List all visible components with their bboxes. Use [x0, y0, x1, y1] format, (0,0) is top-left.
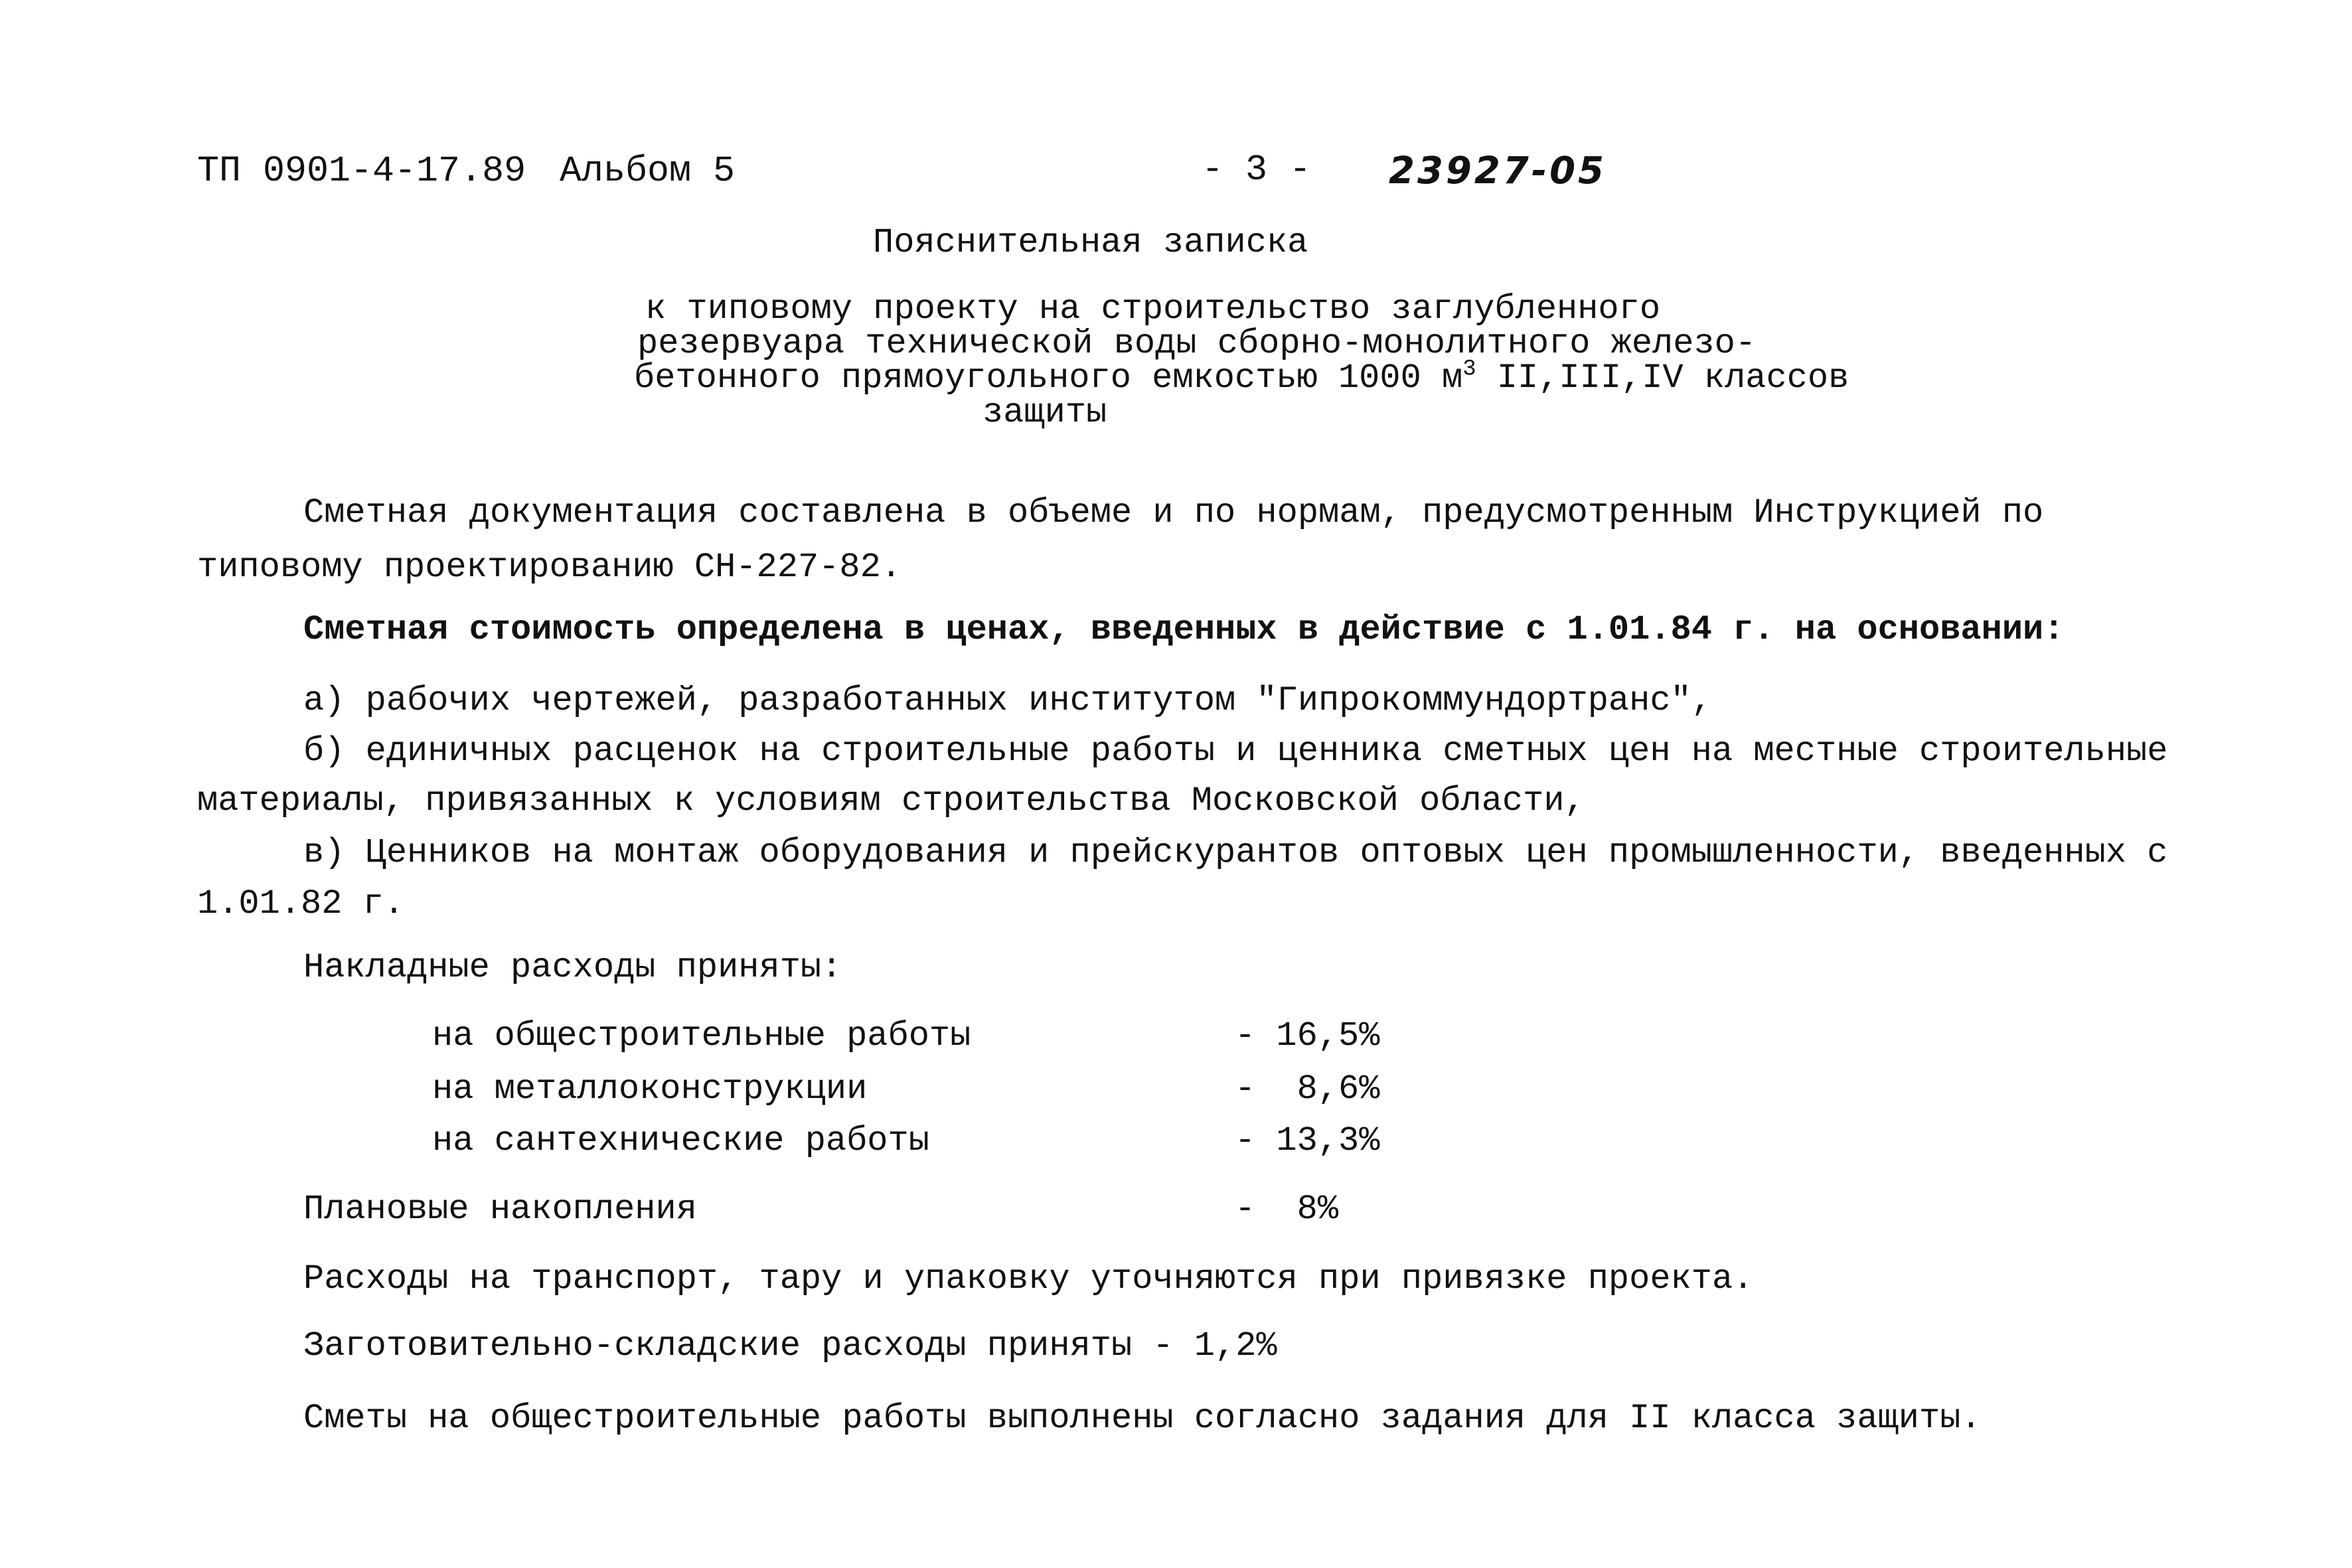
list-item-c: в) Ценников на монтаж оборудования и прейскурантов оптовых цен промышленности, введенных с: [303, 833, 2168, 872]
overhead-value: - 8,6%: [1235, 1069, 1380, 1109]
overhead-label: на общестроительные работы: [432, 1016, 971, 1056]
overhead-value: - 13,3%: [1235, 1121, 1380, 1160]
list-item-c-cont: 1.01.82 г.: [197, 884, 405, 923]
paragraph-line: Сметы на общестроительные работы выполнены согласно задания для II класса защиты.: [303, 1399, 1982, 1438]
document-title: Пояснительная записка: [873, 223, 1308, 262]
paragraph-line: Сметная документация составлена в объеме и по нормам, предусмотренным Инструкцией по: [303, 493, 2044, 532]
inventory-number: 23927-05: [1389, 149, 1607, 193]
overhead-label: на сантехнические работы: [432, 1121, 929, 1160]
superscript: 3: [1462, 356, 1476, 382]
doc-code: ТП 0901-4-17.89: [197, 150, 526, 192]
page-number: - 3 -: [1202, 149, 1312, 191]
list-item-a: а) рабочих чертежей, разработанных институтом "Гипрокоммундортранс",: [303, 681, 1712, 720]
subtitle-text: бетонного прямоугольного емкостью 1000 м: [634, 358, 1463, 398]
overheads-heading: Накладные расходы приняты:: [303, 948, 842, 987]
subtitle-line: защиты: [982, 393, 1107, 432]
paragraph-line: типовому проектированию СН-227-82.: [197, 548, 902, 587]
paragraph-line: Расходы на транспорт, тару и упаковку уточняются при привязке проекта.: [303, 1259, 1754, 1298]
subtitle-text: II,III,IV классов: [1476, 358, 1849, 398]
paragraph-line: Заготовительно-складские расходы приняты - 1,2%: [303, 1326, 1277, 1366]
subtitle-line: резервуара технической воды сборно-монолитного железо-: [637, 324, 1757, 363]
subtitle-line: к типовому проекту на строительство заглубленного: [645, 289, 1661, 329]
paragraph-line: Сметная стоимость определена в ценах, введенных в действие с 1.01.84 г. на основании:: [303, 610, 2065, 649]
subtitle-line: [634, 358, 1849, 398]
album-label: Альбом 5: [560, 150, 736, 192]
overhead-label: на металлоконструкции: [432, 1069, 868, 1109]
planned-label: Плановые накопления: [303, 1190, 697, 1229]
overhead-value: - 16,5%: [1235, 1016, 1380, 1056]
list-item-b-cont: материалы, привязанных к условиям строительства Московской области,: [197, 781, 1585, 821]
planned-value: - 8%: [1235, 1190, 1339, 1229]
list-item-b: б) единичных расценок на строительные работы и ценника сметных цен на местные строительные: [303, 732, 2168, 771]
